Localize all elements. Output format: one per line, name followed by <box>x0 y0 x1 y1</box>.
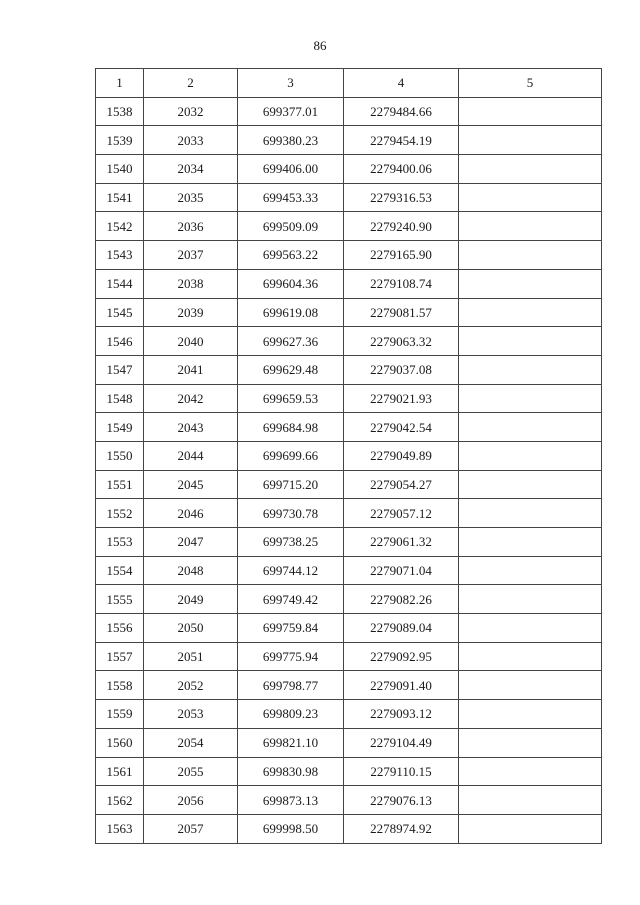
table-cell-col-5 <box>459 183 602 212</box>
table-cell-col-5 <box>459 327 602 356</box>
table-cell-col-5 <box>459 126 602 155</box>
table-cell-col-3: 699563.22 <box>238 241 344 270</box>
table-cell-col-5 <box>459 384 602 413</box>
table-cell-col-1: 1558 <box>96 671 144 700</box>
table-cell-col-3: 699604.36 <box>238 269 344 298</box>
table-cell-col-2: 2043 <box>144 413 238 442</box>
table-cell-col-3: 699821.10 <box>238 728 344 757</box>
table-row <box>96 757 602 786</box>
table-body <box>96 97 602 843</box>
table-cell-col-5 <box>459 528 602 557</box>
table-row <box>96 97 602 126</box>
table-cell-col-3: 699453.33 <box>238 183 344 212</box>
column-header-2: 2 <box>144 69 238 98</box>
table-cell-col-1: 1539 <box>96 126 144 155</box>
table-cell-col-4: 2279110.15 <box>344 757 459 786</box>
table-cell-col-4: 2279104.49 <box>344 728 459 757</box>
table-cell-col-3: 699744.12 <box>238 556 344 585</box>
table-cell-col-2: 2050 <box>144 614 238 643</box>
table-cell-col-5 <box>459 97 602 126</box>
table-row <box>96 212 602 241</box>
table-cell-col-4: 2279093.12 <box>344 700 459 729</box>
table-cell-col-4: 2279054.27 <box>344 470 459 499</box>
table-cell-col-1: 1549 <box>96 413 144 442</box>
table-cell-col-2: 2047 <box>144 528 238 557</box>
table-row <box>96 728 602 757</box>
table-cell-col-2: 2032 <box>144 97 238 126</box>
table-cell-col-1: 1550 <box>96 441 144 470</box>
table-cell-col-1: 1561 <box>96 757 144 786</box>
table-cell-col-3: 699998.50 <box>238 814 344 843</box>
table-cell-col-1: 1541 <box>96 183 144 212</box>
table-cell-col-1: 1556 <box>96 614 144 643</box>
table-cell-col-4: 2279082.26 <box>344 585 459 614</box>
table-row <box>96 814 602 843</box>
table-cell-col-2: 2055 <box>144 757 238 786</box>
table-cell-col-2: 2046 <box>144 499 238 528</box>
table-cell-col-2: 2042 <box>144 384 238 413</box>
table-cell-col-1: 1551 <box>96 470 144 499</box>
table-cell-col-5 <box>459 728 602 757</box>
table-cell-col-3: 699798.77 <box>238 671 344 700</box>
table-cell-col-1: 1538 <box>96 97 144 126</box>
table-cell-col-4: 2279057.12 <box>344 499 459 528</box>
table-cell-col-3: 699684.98 <box>238 413 344 442</box>
table-cell-col-5 <box>459 757 602 786</box>
table-cell-col-4: 2279316.53 <box>344 183 459 212</box>
table-cell-col-1: 1545 <box>96 298 144 327</box>
table-cell-col-5 <box>459 355 602 384</box>
table-cell-col-3: 699377.01 <box>238 97 344 126</box>
table-cell-col-1: 1546 <box>96 327 144 356</box>
table-cell-col-2: 2045 <box>144 470 238 499</box>
table-cell-col-1: 1560 <box>96 728 144 757</box>
table-row <box>96 642 602 671</box>
table-cell-col-3: 699738.25 <box>238 528 344 557</box>
table-cell-col-3: 699759.84 <box>238 614 344 643</box>
table-cell-col-4: 2279108.74 <box>344 269 459 298</box>
table-cell-col-5 <box>459 441 602 470</box>
table-row <box>96 441 602 470</box>
table-cell-col-2: 2041 <box>144 355 238 384</box>
column-header-5: 5 <box>459 69 602 98</box>
table-cell-col-4: 2279400.06 <box>344 155 459 184</box>
table-row <box>96 241 602 270</box>
table-cell-col-5 <box>459 212 602 241</box>
table-cell-col-4: 2279092.95 <box>344 642 459 671</box>
table-cell-col-3: 699380.23 <box>238 126 344 155</box>
coordinates-table <box>95 68 602 844</box>
table-cell-col-1: 1543 <box>96 241 144 270</box>
table-cell-col-3: 699406.00 <box>238 155 344 184</box>
table-cell-col-2: 2053 <box>144 700 238 729</box>
table-row <box>96 556 602 585</box>
table-cell-col-4: 2279081.57 <box>344 298 459 327</box>
table-cell-col-3: 699873.13 <box>238 786 344 815</box>
table-row <box>96 355 602 384</box>
table-cell-col-1: 1544 <box>96 269 144 298</box>
table-cell-col-5 <box>459 241 602 270</box>
table-cell-col-5 <box>459 614 602 643</box>
table-cell-col-5 <box>459 298 602 327</box>
table-cell-col-4: 2279454.19 <box>344 126 459 155</box>
table-cell-col-5 <box>459 585 602 614</box>
table-cell-col-2: 2049 <box>144 585 238 614</box>
table-cell-col-4: 2279049.89 <box>344 441 459 470</box>
table-cell-col-2: 2057 <box>144 814 238 843</box>
table-cell-col-5 <box>459 269 602 298</box>
table-cell-col-2: 2044 <box>144 441 238 470</box>
table-cell-col-5 <box>459 499 602 528</box>
table-cell-col-5 <box>459 155 602 184</box>
table-cell-col-4: 2279091.40 <box>344 671 459 700</box>
table-row <box>96 786 602 815</box>
table-cell-col-2: 2038 <box>144 269 238 298</box>
table-cell-col-1: 1552 <box>96 499 144 528</box>
table-row <box>96 499 602 528</box>
table-cell-col-4: 2279037.08 <box>344 355 459 384</box>
table-cell-col-3: 699730.78 <box>238 499 344 528</box>
table-cell-col-4: 2279240.90 <box>344 212 459 241</box>
table-cell-col-5 <box>459 786 602 815</box>
table-row <box>96 470 602 499</box>
table-cell-col-1: 1554 <box>96 556 144 585</box>
table-row <box>96 384 602 413</box>
table-cell-col-4: 2279071.04 <box>344 556 459 585</box>
table-cell-col-2: 2035 <box>144 183 238 212</box>
table-cell-col-4: 2279042.54 <box>344 413 459 442</box>
table-cell-col-5 <box>459 700 602 729</box>
table-cell-col-2: 2051 <box>144 642 238 671</box>
table-row <box>96 413 602 442</box>
table-header-row <box>96 69 602 98</box>
table-cell-col-3: 699715.20 <box>238 470 344 499</box>
table-cell-col-3: 699619.08 <box>238 298 344 327</box>
table-cell-col-3: 699699.66 <box>238 441 344 470</box>
page-number: 86 <box>313 38 327 53</box>
table-cell-col-2: 2033 <box>144 126 238 155</box>
table-cell-col-2: 2052 <box>144 671 238 700</box>
table-cell-col-2: 2039 <box>144 298 238 327</box>
table-cell-col-3: 699509.09 <box>238 212 344 241</box>
table-row <box>96 327 602 356</box>
table-row <box>96 614 602 643</box>
table-cell-col-1: 1540 <box>96 155 144 184</box>
table-cell-col-4: 2279484.66 <box>344 97 459 126</box>
table-cell-col-5 <box>459 814 602 843</box>
table-cell-col-4: 2279063.32 <box>344 327 459 356</box>
table-row <box>96 700 602 729</box>
table-row <box>96 126 602 155</box>
table-cell-col-4: 2279076.13 <box>344 786 459 815</box>
table-cell-col-2: 2034 <box>144 155 238 184</box>
table-cell-col-5 <box>459 642 602 671</box>
table-cell-col-2: 2048 <box>144 556 238 585</box>
table-cell-col-4: 2279165.90 <box>344 241 459 270</box>
table-cell-col-3: 699627.36 <box>238 327 344 356</box>
table-cell-col-3: 699749.42 <box>238 585 344 614</box>
table-cell-col-2: 2036 <box>144 212 238 241</box>
table-cell-col-2: 2056 <box>144 786 238 815</box>
table-cell-col-1: 1555 <box>96 585 144 614</box>
table-cell-col-5 <box>459 470 602 499</box>
table-cell-col-5 <box>459 413 602 442</box>
table-row <box>96 269 602 298</box>
table-cell-col-3: 699830.98 <box>238 757 344 786</box>
table-row <box>96 298 602 327</box>
table-cell-col-4: 2279061.32 <box>344 528 459 557</box>
table-cell-col-5 <box>459 671 602 700</box>
table-cell-col-1: 1548 <box>96 384 144 413</box>
table-row <box>96 671 602 700</box>
column-header-3: 3 <box>238 69 344 98</box>
table-cell-col-3: 699629.48 <box>238 355 344 384</box>
table-cell-col-4: 2279089.04 <box>344 614 459 643</box>
table-row <box>96 528 602 557</box>
column-header-1: 1 <box>96 69 144 98</box>
table-row <box>96 585 602 614</box>
table-cell-col-3: 699809.23 <box>238 700 344 729</box>
table-cell-col-4: 2279021.93 <box>344 384 459 413</box>
table-cell-col-3: 699659.53 <box>238 384 344 413</box>
table-cell-col-1: 1542 <box>96 212 144 241</box>
table-cell-col-1: 1559 <box>96 700 144 729</box>
table-row <box>96 155 602 184</box>
table-cell-col-1: 1557 <box>96 642 144 671</box>
table-cell-col-2: 2054 <box>144 728 238 757</box>
column-header-4: 4 <box>344 69 459 98</box>
table-cell-col-1: 1547 <box>96 355 144 384</box>
table-row <box>96 183 602 212</box>
table-cell-col-2: 2040 <box>144 327 238 356</box>
table-cell-col-2: 2037 <box>144 241 238 270</box>
table-cell-col-1: 1563 <box>96 814 144 843</box>
table-cell-col-5 <box>459 556 602 585</box>
table-cell-col-1: 1553 <box>96 528 144 557</box>
table-cell-col-4: 2278974.92 <box>344 814 459 843</box>
table-cell-col-1: 1562 <box>96 786 144 815</box>
table-cell-col-3: 699775.94 <box>238 642 344 671</box>
